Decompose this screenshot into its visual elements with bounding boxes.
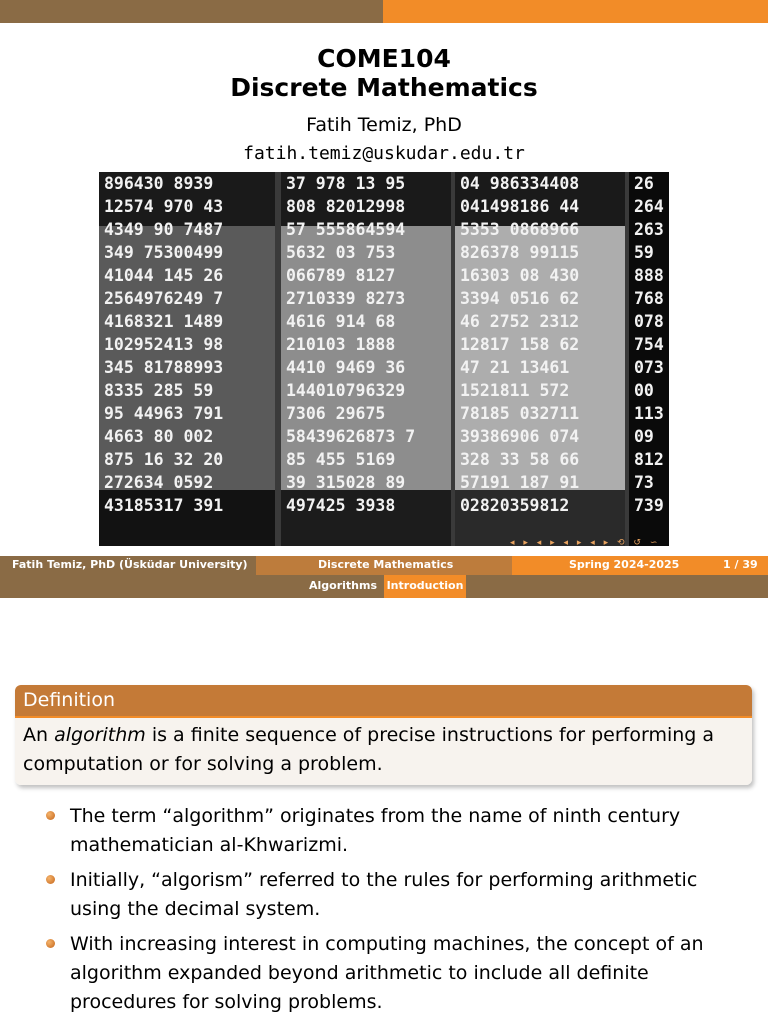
bullet-icon — [46, 939, 55, 948]
definition-title: Definition — [15, 685, 752, 718]
list-item — [46, 930, 736, 1017]
image-number-row: 888 — [634, 266, 664, 285]
image-number-row: 345 81788993 — [104, 358, 224, 377]
image-number-row: 78185 032711 — [460, 404, 580, 423]
image-number-row: 4349 90 7487 — [104, 220, 224, 239]
bullet-icon — [46, 811, 55, 820]
image-number-row: 16303 08 430 — [460, 266, 580, 285]
image-number-row: 875 16 32 20 — [104, 450, 224, 469]
author-email: fatih.temiz@uskudar.edu.tr — [243, 143, 525, 164]
image-number-row: 210103 1888 — [286, 335, 396, 354]
image-number-row: 497425 3938 — [286, 496, 396, 515]
image-number-row: 066789 8127 — [286, 266, 396, 285]
image-number-column — [281, 172, 451, 546]
image-number-row: 59 — [634, 243, 654, 262]
top-header-left — [0, 0, 383, 23]
bullet-list — [46, 802, 736, 1023]
footer-term: Spring 2024-2025 — [569, 558, 680, 571]
nav-subsection-introduction[interactable]: Introduction — [384, 575, 466, 598]
image-number-row: 43185317 391 — [104, 496, 224, 515]
image-number-row: 73 — [634, 473, 654, 492]
beamer-nav-icons[interactable]: ◂ ▸ ◂ ▸ ◂ ▸ ◂ ▸ ⟲ ↺ ∽ — [510, 538, 661, 548]
title-image-numbers — [99, 172, 669, 546]
image-number-row: 3394 0516 62 — [460, 289, 580, 308]
image-number-row: 102952413 98 — [104, 335, 224, 354]
image-number-row: 4616 914 68 — [286, 312, 396, 331]
image-number-row: 272634 0592 — [104, 473, 214, 492]
image-number-row: 4663 80 002 — [104, 427, 214, 446]
image-number-row: 073 — [634, 358, 664, 377]
nav-section-algorithms[interactable]: Algorithms — [308, 579, 377, 592]
image-number-row: 57191 187 91 — [460, 473, 580, 492]
image-number-row: 896430 8939 — [104, 174, 214, 193]
image-number-row: 26 — [634, 174, 654, 193]
image-number-column — [629, 172, 669, 546]
footer-page-number: 1 / 39 — [723, 558, 758, 571]
image-number-row: 113 — [634, 404, 664, 423]
list-item — [46, 866, 736, 924]
image-number-row: 5632 03 753 — [286, 243, 396, 262]
image-number-row: 328 33 58 66 — [460, 450, 580, 469]
image-number-row: 7306 29675 — [286, 404, 386, 423]
image-number-row: 754 — [634, 335, 664, 354]
image-number-row: 2564976249 7 — [104, 289, 224, 308]
image-number-row: 8335 285 59 — [104, 381, 214, 400]
top-header-bar — [0, 0, 768, 23]
image-number-row: 078 — [634, 312, 664, 331]
image-number-row: 264 — [634, 197, 664, 216]
image-number-row: 12817 158 62 — [460, 335, 580, 354]
image-number-row: 58439626873 7 — [286, 427, 416, 446]
author-name: Fatih Temiz, PhD — [306, 114, 462, 136]
image-number-row: 041498186 44 — [460, 197, 580, 216]
image-number-row: 739 — [634, 496, 664, 515]
footer-term-box — [512, 556, 768, 575]
image-number-row: 12574 970 43 — [104, 197, 224, 216]
image-number-row: 2710339 8273 — [286, 289, 406, 308]
image-number-row: 808 82012998 — [286, 197, 406, 216]
list-item — [46, 802, 736, 860]
footer-author: Fatih Temiz, PhD (Üsküdar University) — [12, 558, 248, 571]
image-number-row: 5353 0868966 — [460, 220, 580, 239]
definition-emphasis: algorithm — [54, 724, 146, 746]
top-header-right — [383, 0, 768, 23]
bullet-icon — [46, 875, 55, 884]
image-number-row: 812 — [634, 450, 664, 469]
image-number-row: 349 75300499 — [104, 243, 224, 262]
image-number-row: 263 — [634, 220, 664, 239]
image-number-row: 37 978 13 95 — [286, 174, 406, 193]
image-number-column — [99, 172, 275, 546]
image-number-row: 39 315028 89 — [286, 473, 406, 492]
image-number-row: 144010796329 — [286, 381, 406, 400]
image-number-row: 04 986334408 — [460, 174, 580, 193]
section-navigation-bar — [0, 575, 768, 598]
image-number-row: 41044 145 26 — [104, 266, 224, 285]
definition-text-end: is a finite sequence of precise instructions for performing a computation or for solving a problem. — [23, 724, 715, 775]
definition-text-start: An — [23, 724, 55, 746]
definition-block — [15, 685, 752, 785]
definition-body — [15, 718, 752, 785]
footer-bar — [0, 556, 768, 575]
bullet-text: The term “algorithm” originates from the name of ninth century mathematician al-Khwarizmi. — [70, 805, 681, 856]
footer-course-box — [256, 556, 512, 575]
image-number-row: 4168321 1489 — [104, 312, 224, 331]
image-number-row: 39386906 074 — [460, 427, 580, 446]
image-number-column — [455, 172, 625, 546]
image-number-row: 57 555864594 — [286, 220, 406, 239]
image-number-row: 768 — [634, 289, 664, 308]
footer-course: Discrete Mathematics — [318, 558, 454, 571]
bullet-text: Initially, “algorism” referred to the rules for performing arithmetic using the decimal system. — [70, 869, 698, 920]
image-number-row: 4410 9469 36 — [286, 358, 406, 377]
image-number-row: 47 21 13461 — [460, 358, 570, 377]
image-number-row: 826378 99115 — [460, 243, 580, 262]
bullet-text: With increasing interest in computing machines, the concept of an algorithm expanded beyond arithmetic to include all definite procedures for solving problems. — [70, 933, 704, 1013]
image-number-row: 1521811 572 — [460, 381, 570, 400]
image-number-row: 95 44963 791 — [104, 404, 224, 423]
course-title: Discrete Mathematics — [230, 73, 538, 102]
image-number-row: 00 — [634, 381, 654, 400]
course-code: COME104 — [317, 44, 451, 73]
image-number-row: 09 — [634, 427, 654, 446]
image-number-row: 02820359812 — [460, 496, 570, 515]
image-number-row: 46 2752 2312 — [460, 312, 580, 331]
footer-author-box — [0, 556, 256, 575]
image-number-row: 85 455 5169 — [286, 450, 396, 469]
